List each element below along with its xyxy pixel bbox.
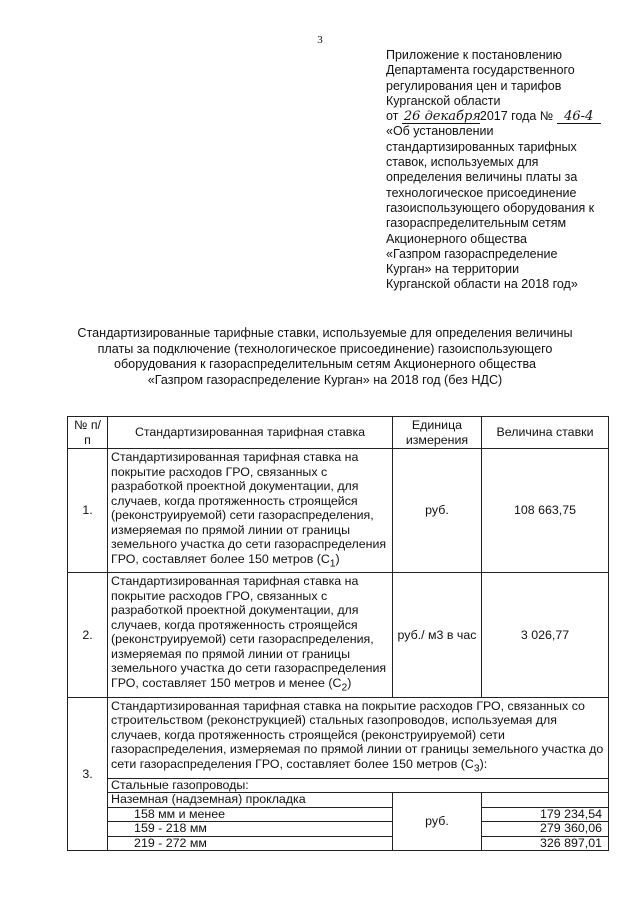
header-no: № п/п bbox=[68, 417, 108, 449]
appendix-title-line: газоиспользующего оборудования к bbox=[386, 200, 595, 215]
table-subrow bbox=[68, 807, 609, 822]
row-description: Стандартизированная тарифная ставка на покрытие расходов ГРО, связанных с разработкой проектной документации, для случаев, когда протяженность строящейся (реконструируемой) сети газораспределения, измеряемая по прямой линии от границы земельного участка до сети газораспределения ГРО, составляет более 150 метров $(C_1)$ bbox=[108, 449, 393, 573]
row-number: 3. bbox=[68, 697, 108, 850]
appendix-title-line: Курганской области на 2018 год» bbox=[386, 277, 578, 292]
table-row bbox=[68, 449, 609, 573]
document-heading bbox=[40, 326, 610, 388]
row-description: Стандартизированная тарифная ставка на покрытие расходов ГРО, связанных с разработкой проектной документации, для случаев, когда протяженность строящейся (реконструируемой) сети газораспределения, измеряемая по прямой линии от границы земельного участка до сети газораспределения ГРО, составляет 150 метров и менее $(C_2)$ bbox=[108, 573, 393, 697]
diameter-label: 219 - 272 мм bbox=[108, 836, 393, 851]
appendix-title-line: газораспределительным сетям bbox=[386, 216, 567, 231]
row-number: 1. bbox=[68, 449, 108, 573]
date-prefix: от bbox=[386, 109, 399, 124]
heading-line: платы за подключение (технологическое присоединение) газоиспользующего bbox=[97, 341, 553, 356]
header-value: Величина ставки bbox=[482, 417, 609, 449]
table-subrow bbox=[68, 822, 609, 837]
appendix-line: регулирования цен и тарифов bbox=[386, 78, 562, 93]
row-value: 108 663,75 bbox=[482, 449, 609, 573]
date-suffix: 2017 года № bbox=[479, 109, 554, 124]
row-description-text: Стандартизированная тарифная ставка на покрытие расходов ГРО, связанных с разработкой проектной документации, для случаев, когда протяженность строящейся (реконструируемой) сети газораспределения, измеряемая по прямой линии от границы земельного участка до сети газораспределения ГРО, составляет более 150 метров (C bbox=[111, 450, 387, 566]
handwritten-number: 46-4 bbox=[557, 110, 601, 124]
table-row bbox=[68, 697, 609, 778]
diameter-value: 279 360,06 bbox=[482, 822, 609, 837]
row-subscript: 2 bbox=[341, 682, 348, 694]
overground-label: Наземная (надземная) прокладка bbox=[108, 793, 393, 808]
diameter-value: 179 234,54 bbox=[482, 807, 609, 822]
row-description-text: Стандартизированная тарифная ставка на покрытие расходов ГРО, связанных со строительством (реконструкцией) стальных газопроводов, используемая для случаев, когда протяженность строящейся (реконструируемой) сети газораспределения, измеряемая по прямой линии от границы земельного участка до сети газораспределения ГРО, составляет более 150 метров (C bbox=[111, 698, 604, 771]
row-subscript: 3 bbox=[473, 763, 480, 775]
appendix-line: Приложение к постановлению bbox=[386, 48, 562, 62]
appendix-line: Курганской области bbox=[386, 93, 501, 108]
table-row bbox=[68, 573, 609, 697]
row-unit: руб./ м3 в час bbox=[392, 573, 481, 697]
diameter-label: 159 - 218 мм bbox=[108, 822, 393, 837]
diameter-label: 158 мм и менее bbox=[108, 807, 393, 822]
appendix-line: Департамента государственного bbox=[386, 63, 575, 78]
row-number: 2. bbox=[68, 573, 108, 697]
page-number: 3 bbox=[317, 34, 323, 46]
appendix-title-line: «Газпром газораспределение bbox=[386, 246, 558, 261]
row-unit: руб. bbox=[392, 449, 481, 573]
appendix-title-line: технологическое присоединение bbox=[386, 185, 577, 200]
empty-value-cell bbox=[482, 793, 609, 808]
header-rate: Стандартизированная тарифная ставка bbox=[108, 417, 393, 449]
heading-line: «Газпром газораспределение Курган» на 2018 год (без НДС) bbox=[147, 372, 503, 387]
heading-line: Стандартизированные тарифные ставки, используемые для определения величины bbox=[77, 326, 573, 340]
appendix-title-line: Курган» на территории bbox=[386, 262, 520, 277]
header-unit: Единица измерения bbox=[392, 417, 481, 449]
steel-pipelines-label: Стальные газопроводы: bbox=[108, 778, 609, 793]
row-subscript: 1 bbox=[329, 557, 336, 569]
appendix-title-line: «Об установлении bbox=[386, 124, 494, 139]
table-header-row bbox=[68, 417, 609, 449]
appendix-title-line: стандартизированных тарифных bbox=[386, 139, 577, 154]
table-subrow bbox=[68, 793, 609, 808]
table-subrow bbox=[68, 778, 609, 793]
diameter-value: 326 897,01 bbox=[482, 836, 609, 851]
table-subrow bbox=[68, 836, 609, 851]
appendix-title-line: ставок, используемых для bbox=[386, 155, 539, 170]
heading-line: оборудования к газораспределительным сетям Акционерного общества bbox=[113, 357, 537, 371]
appendix-date-line bbox=[386, 109, 626, 124]
row-description-text: Стандартизированная тарифная ставка на покрытие расходов ГРО, связанных с разработкой проектной документации, для случаев, когда протяженность строящейся (реконструируемой) сети газораспределения, измеряемая по прямой линии от границы земельного участка до сети газораспределения ГРО, составляет 150 метров и менее (C bbox=[111, 574, 387, 690]
appendix-title-line: определения величины платы за bbox=[386, 170, 578, 185]
handwritten-date: 26 декабря bbox=[403, 109, 481, 125]
row-value: 3 026,77 bbox=[482, 573, 609, 697]
row-unit: руб. bbox=[392, 793, 481, 851]
row-description: Стандартизированная тарифная ставка на покрытие расходов ГРО, связанных со строительством (реконструкцией) стальных газопроводов, используемая для случаев, когда протяженность строящейся (реконструируемой) сети газораспределения, измеряемая по прямой линии от границы земельного участка до сети газораспределения ГРО, составляет более 150 метров $(C_3)$: bbox=[108, 697, 609, 778]
tariff-table bbox=[67, 416, 609, 851]
appendix-block bbox=[386, 48, 626, 293]
appendix-title-line: Акционерного общества bbox=[386, 231, 527, 246]
